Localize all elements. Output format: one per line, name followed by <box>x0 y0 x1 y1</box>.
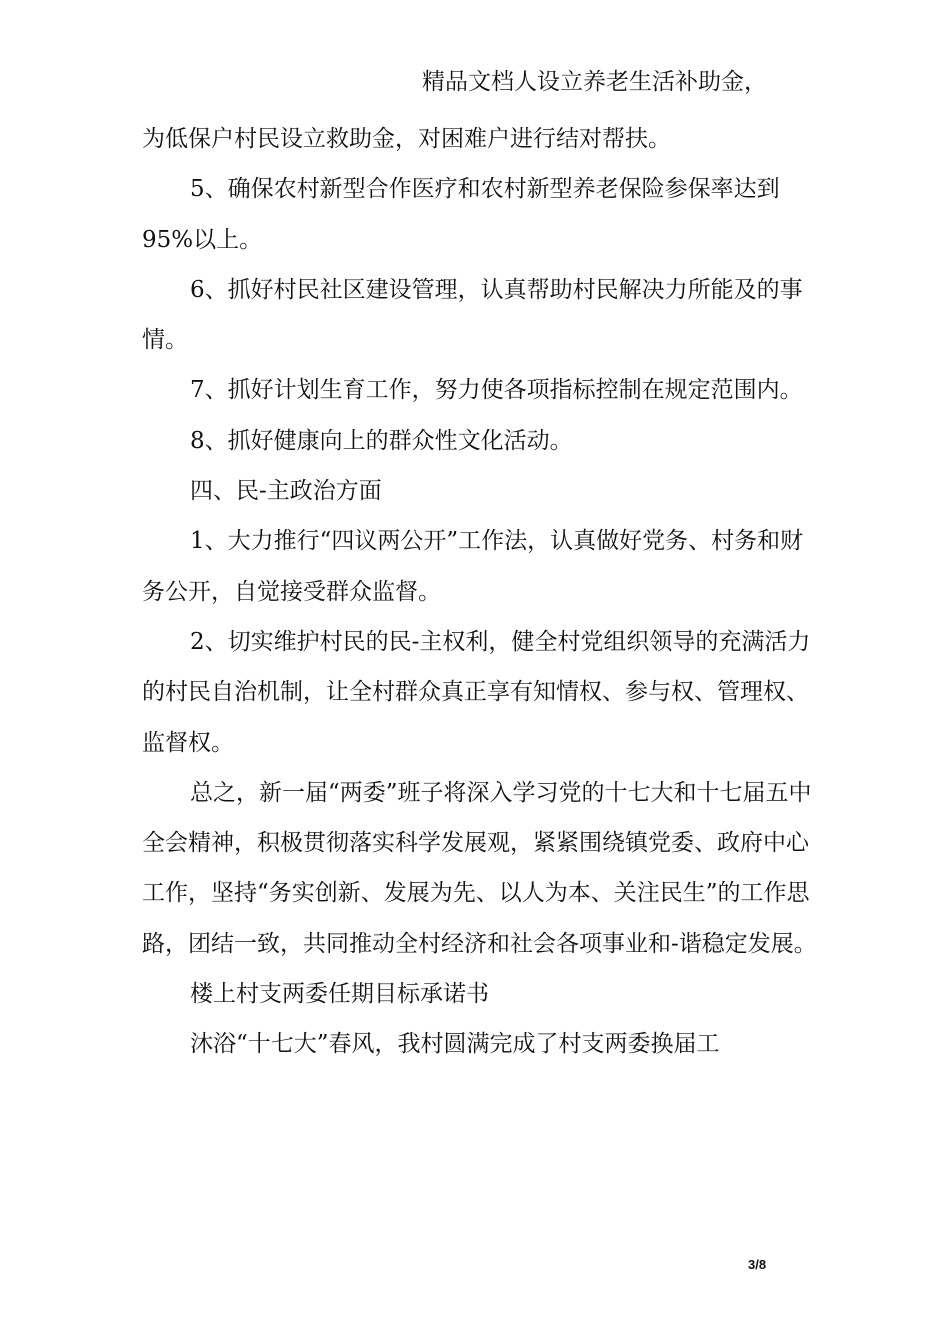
paragraph: 2、切实维护村民的民-主权利，健全村党组织领导的充满活力的村民自治机制，让全村群众真正享有知情权、参与权、管理权、监督权。 <box>142 628 811 756</box>
paragraph: 1、大力推行“四议两公开”工作法，认真做好党务、村务和财务公开，自觉接受群众监督。 <box>142 528 804 605</box>
header-line: 精品文档人设立养老生活补助金， <box>422 69 767 95</box>
paragraph: 为低保户村民设立救助金，对困难户进行结对帮扶。 <box>142 126 671 152</box>
body-text <box>142 114 822 1070</box>
paragraph: 7、抓好计划生育工作，努力使各项指标控制在规定范围内。 <box>190 377 803 404</box>
paragraph: 8、抓好健康向上的群众性文化活动。 <box>190 427 573 454</box>
paragraph: 6、抓好村民社区建设管理，认真帮助村民解决力所能及的事情。 <box>142 276 803 354</box>
section-heading: 四、民-主政治方面 <box>190 478 382 505</box>
paragraph: 5、确保农村新型合作医疗和农村新型养老保险参保率达到95%以上。 <box>142 176 780 253</box>
document-title: 楼上村支两委任期目标承诺书 <box>190 981 489 1008</box>
paragraph: 总之，新一届“两委”班子将深入学习党的十七大和十七届五中全会精神，积极贯彻落实科学发展观，紧紧围绕镇党委、政府中心工作，坚持“务实创新、发展为先、以人为本、关注民生”的工作思路，团结一致，共同推动全村经济和社会各项事业和-谐稳定发展。 <box>142 779 817 957</box>
paragraph: 沐浴“十七大”春风，我村圆满完成了村支两委换届工 <box>190 1031 720 1058</box>
page-number: 3/8 <box>748 1257 767 1272</box>
